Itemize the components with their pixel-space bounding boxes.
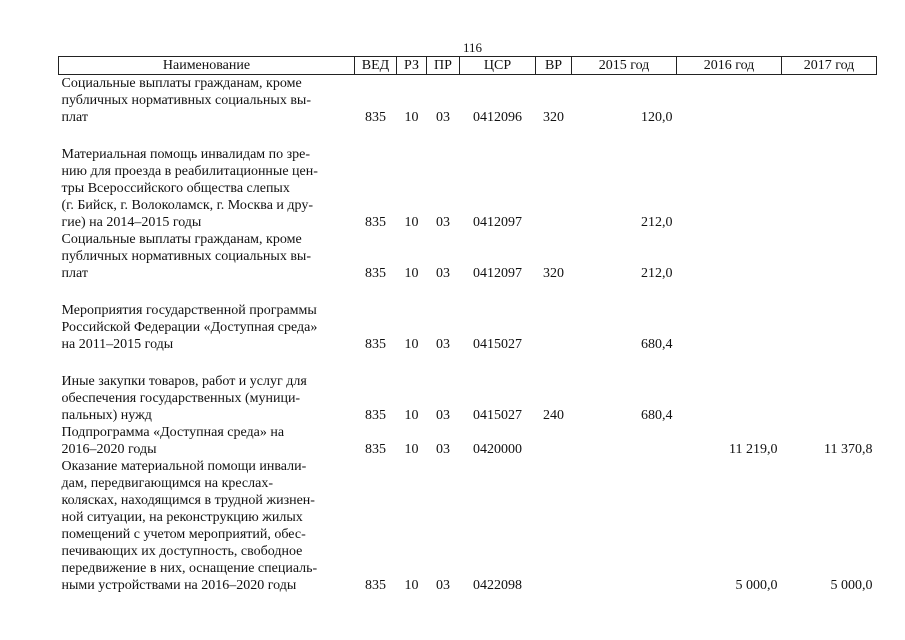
- cell-csr: 0412097: [473, 266, 522, 281]
- table-row: [59, 75, 877, 127]
- row-name-line: ными устройствами на 2016–2020 годы: [61, 578, 297, 593]
- row-name-line: ной ситуации, на реконструкцию жилых: [61, 510, 303, 525]
- cell-vr: [536, 458, 572, 594]
- header-name: Наименование: [59, 57, 355, 75]
- cell-csr: 0422098: [473, 578, 522, 593]
- row-name-line: на 2011–2015 годы: [61, 337, 174, 352]
- header-2015: 2015 год: [572, 57, 677, 75]
- cell-y2016: [677, 146, 782, 231]
- cell-pr: 03: [436, 337, 450, 352]
- row-spacer-cell: [59, 353, 877, 373]
- cell-vr: 240: [543, 408, 564, 423]
- table-header: [59, 57, 877, 75]
- row-name-line: колясках, находящимся в трудной жизнен-: [61, 493, 315, 508]
- cell-ved: 835: [365, 110, 386, 125]
- cell-vr: 320: [543, 110, 564, 125]
- cell-y2016: 5 000,0: [735, 578, 778, 593]
- cell-vr: [536, 302, 572, 353]
- cell-ved: 835: [365, 337, 386, 352]
- cell-y2017: [782, 146, 877, 231]
- cell-y2017: [782, 231, 877, 282]
- cell-y2016: [677, 373, 782, 424]
- cell-y2015: 120,0: [641, 110, 673, 125]
- cell-ved: 835: [365, 442, 386, 457]
- cell-pr: 03: [436, 110, 450, 125]
- row-name-line: Подпрограмма «Доступная среда» на: [61, 425, 285, 440]
- table-row: [59, 424, 877, 458]
- cell-pr: 03: [436, 215, 450, 230]
- cell-pr: 03: [436, 266, 450, 281]
- cell-vr: [536, 146, 572, 231]
- row-name-line: (г. Бийск, г. Волоколамск, г. Москва и дру-: [61, 198, 314, 213]
- cell-y2017: 11 370,8: [824, 442, 873, 457]
- row-name-line: обеспечения государственных (муници-: [61, 391, 301, 406]
- cell-csr: 0420000: [473, 442, 522, 457]
- row-name: [59, 75, 355, 127]
- cell-y2016: [677, 231, 782, 282]
- row-name-line: гие) на 2014–2015 годы: [61, 215, 202, 230]
- cell-ved: 835: [365, 266, 386, 281]
- row-spacer-cell: [59, 282, 877, 302]
- row-name-line: дам, передвигающимся на креслах-: [61, 476, 274, 491]
- cell-pr: 03: [436, 408, 450, 423]
- row-name-line: плат: [61, 266, 88, 281]
- cell-rz: 10: [404, 337, 419, 352]
- row-name-line: 2016–2020 годы: [61, 442, 157, 457]
- row-name-line: Российской Федерации «Доступная среда»: [61, 320, 318, 335]
- page-number: 116: [462, 40, 483, 55]
- table-row: [59, 146, 877, 231]
- row-name-line: Социальные выплаты гражданам, кроме: [61, 232, 302, 247]
- header-2016: 2016 год: [677, 57, 782, 75]
- row-spacer: [59, 353, 877, 373]
- cell-y2017: [782, 75, 877, 127]
- row-name-line: публичных нормативных социальных вы-: [61, 249, 311, 264]
- row-name-line: тры Всероссийского общества слепых: [61, 181, 290, 196]
- row-name-line: Социальные выплаты гражданам, кроме: [61, 76, 302, 91]
- header-csr: ЦСР: [460, 57, 536, 75]
- table-row: [59, 302, 877, 353]
- row-name: [59, 424, 355, 458]
- header-rz: РЗ: [397, 57, 427, 75]
- row-name-line: плат: [61, 110, 88, 125]
- row-name: [59, 231, 355, 282]
- cell-rz: 10: [404, 215, 419, 230]
- table-body: [59, 75, 877, 595]
- row-name-line: Материальная помощь инвалидам по зре-: [61, 147, 311, 162]
- row-name-line: помещений с учетом мероприятий, обес-: [61, 527, 306, 542]
- cell-ved: 835: [365, 408, 386, 423]
- cell-y2016: [677, 75, 782, 127]
- cell-y2015: 212,0: [641, 215, 673, 230]
- row-name-line: нию для проезда в реабилитационные цен-: [61, 164, 318, 179]
- row-name-line: печивающих их доступность, свободное: [61, 544, 303, 559]
- cell-csr: 0412097: [473, 215, 522, 230]
- cell-csr: 0415027: [473, 337, 522, 352]
- table-row: [59, 231, 877, 282]
- cell-y2016: 11 219,0: [729, 442, 778, 457]
- row-spacer: [59, 126, 877, 146]
- cell-rz: 10: [404, 408, 419, 423]
- row-spacer: [59, 282, 877, 302]
- header-2017: 2017 год: [782, 57, 877, 75]
- row-name: [59, 146, 355, 231]
- cell-y2015: 680,4: [641, 408, 673, 423]
- row-name: [59, 373, 355, 424]
- cell-ved: 835: [365, 215, 386, 230]
- cell-pr: 03: [436, 578, 450, 593]
- cell-y2016: [677, 302, 782, 353]
- cell-y2015: 212,0: [641, 266, 673, 281]
- cell-y2015: [572, 458, 677, 594]
- header-vr: ВР: [536, 57, 572, 75]
- cell-csr: 0412096: [473, 110, 522, 125]
- table-row: [59, 458, 877, 594]
- row-name-line: пальных) нужд: [61, 408, 152, 423]
- cell-ved: 835: [365, 578, 386, 593]
- cell-pr: 03: [436, 442, 450, 457]
- cell-vr: 320: [543, 266, 564, 281]
- cell-rz: 10: [404, 110, 419, 125]
- row-name: [59, 302, 355, 353]
- cell-vr: [536, 424, 572, 458]
- cell-rz: 10: [404, 266, 419, 281]
- row-name-line: публичных нормативных социальных вы-: [61, 93, 311, 108]
- cell-y2017: [782, 302, 877, 353]
- cell-csr: 0415027: [473, 408, 522, 423]
- cell-y2015: [572, 424, 677, 458]
- header-ved: ВЕД: [355, 57, 397, 75]
- row-name: [59, 458, 355, 594]
- row-spacer-cell: [59, 126, 877, 146]
- cell-rz: 10: [404, 578, 419, 593]
- row-name-line: Мероприятия государственной программы: [61, 303, 317, 318]
- table-row: [59, 373, 877, 424]
- cell-y2015: 680,4: [641, 337, 673, 352]
- cell-y2017: [782, 373, 877, 424]
- cell-y2017: 5 000,0: [830, 578, 873, 593]
- cell-rz: 10: [404, 442, 419, 457]
- budget-table: [58, 56, 877, 594]
- row-name-line: Оказание материальной помощи инвали-: [61, 459, 307, 474]
- header-pr: ПР: [427, 57, 460, 75]
- row-name-line: передвижение в них, оснащение специаль-: [61, 561, 318, 576]
- row-name-line: Иные закупки товаров, работ и услуг для: [61, 374, 307, 389]
